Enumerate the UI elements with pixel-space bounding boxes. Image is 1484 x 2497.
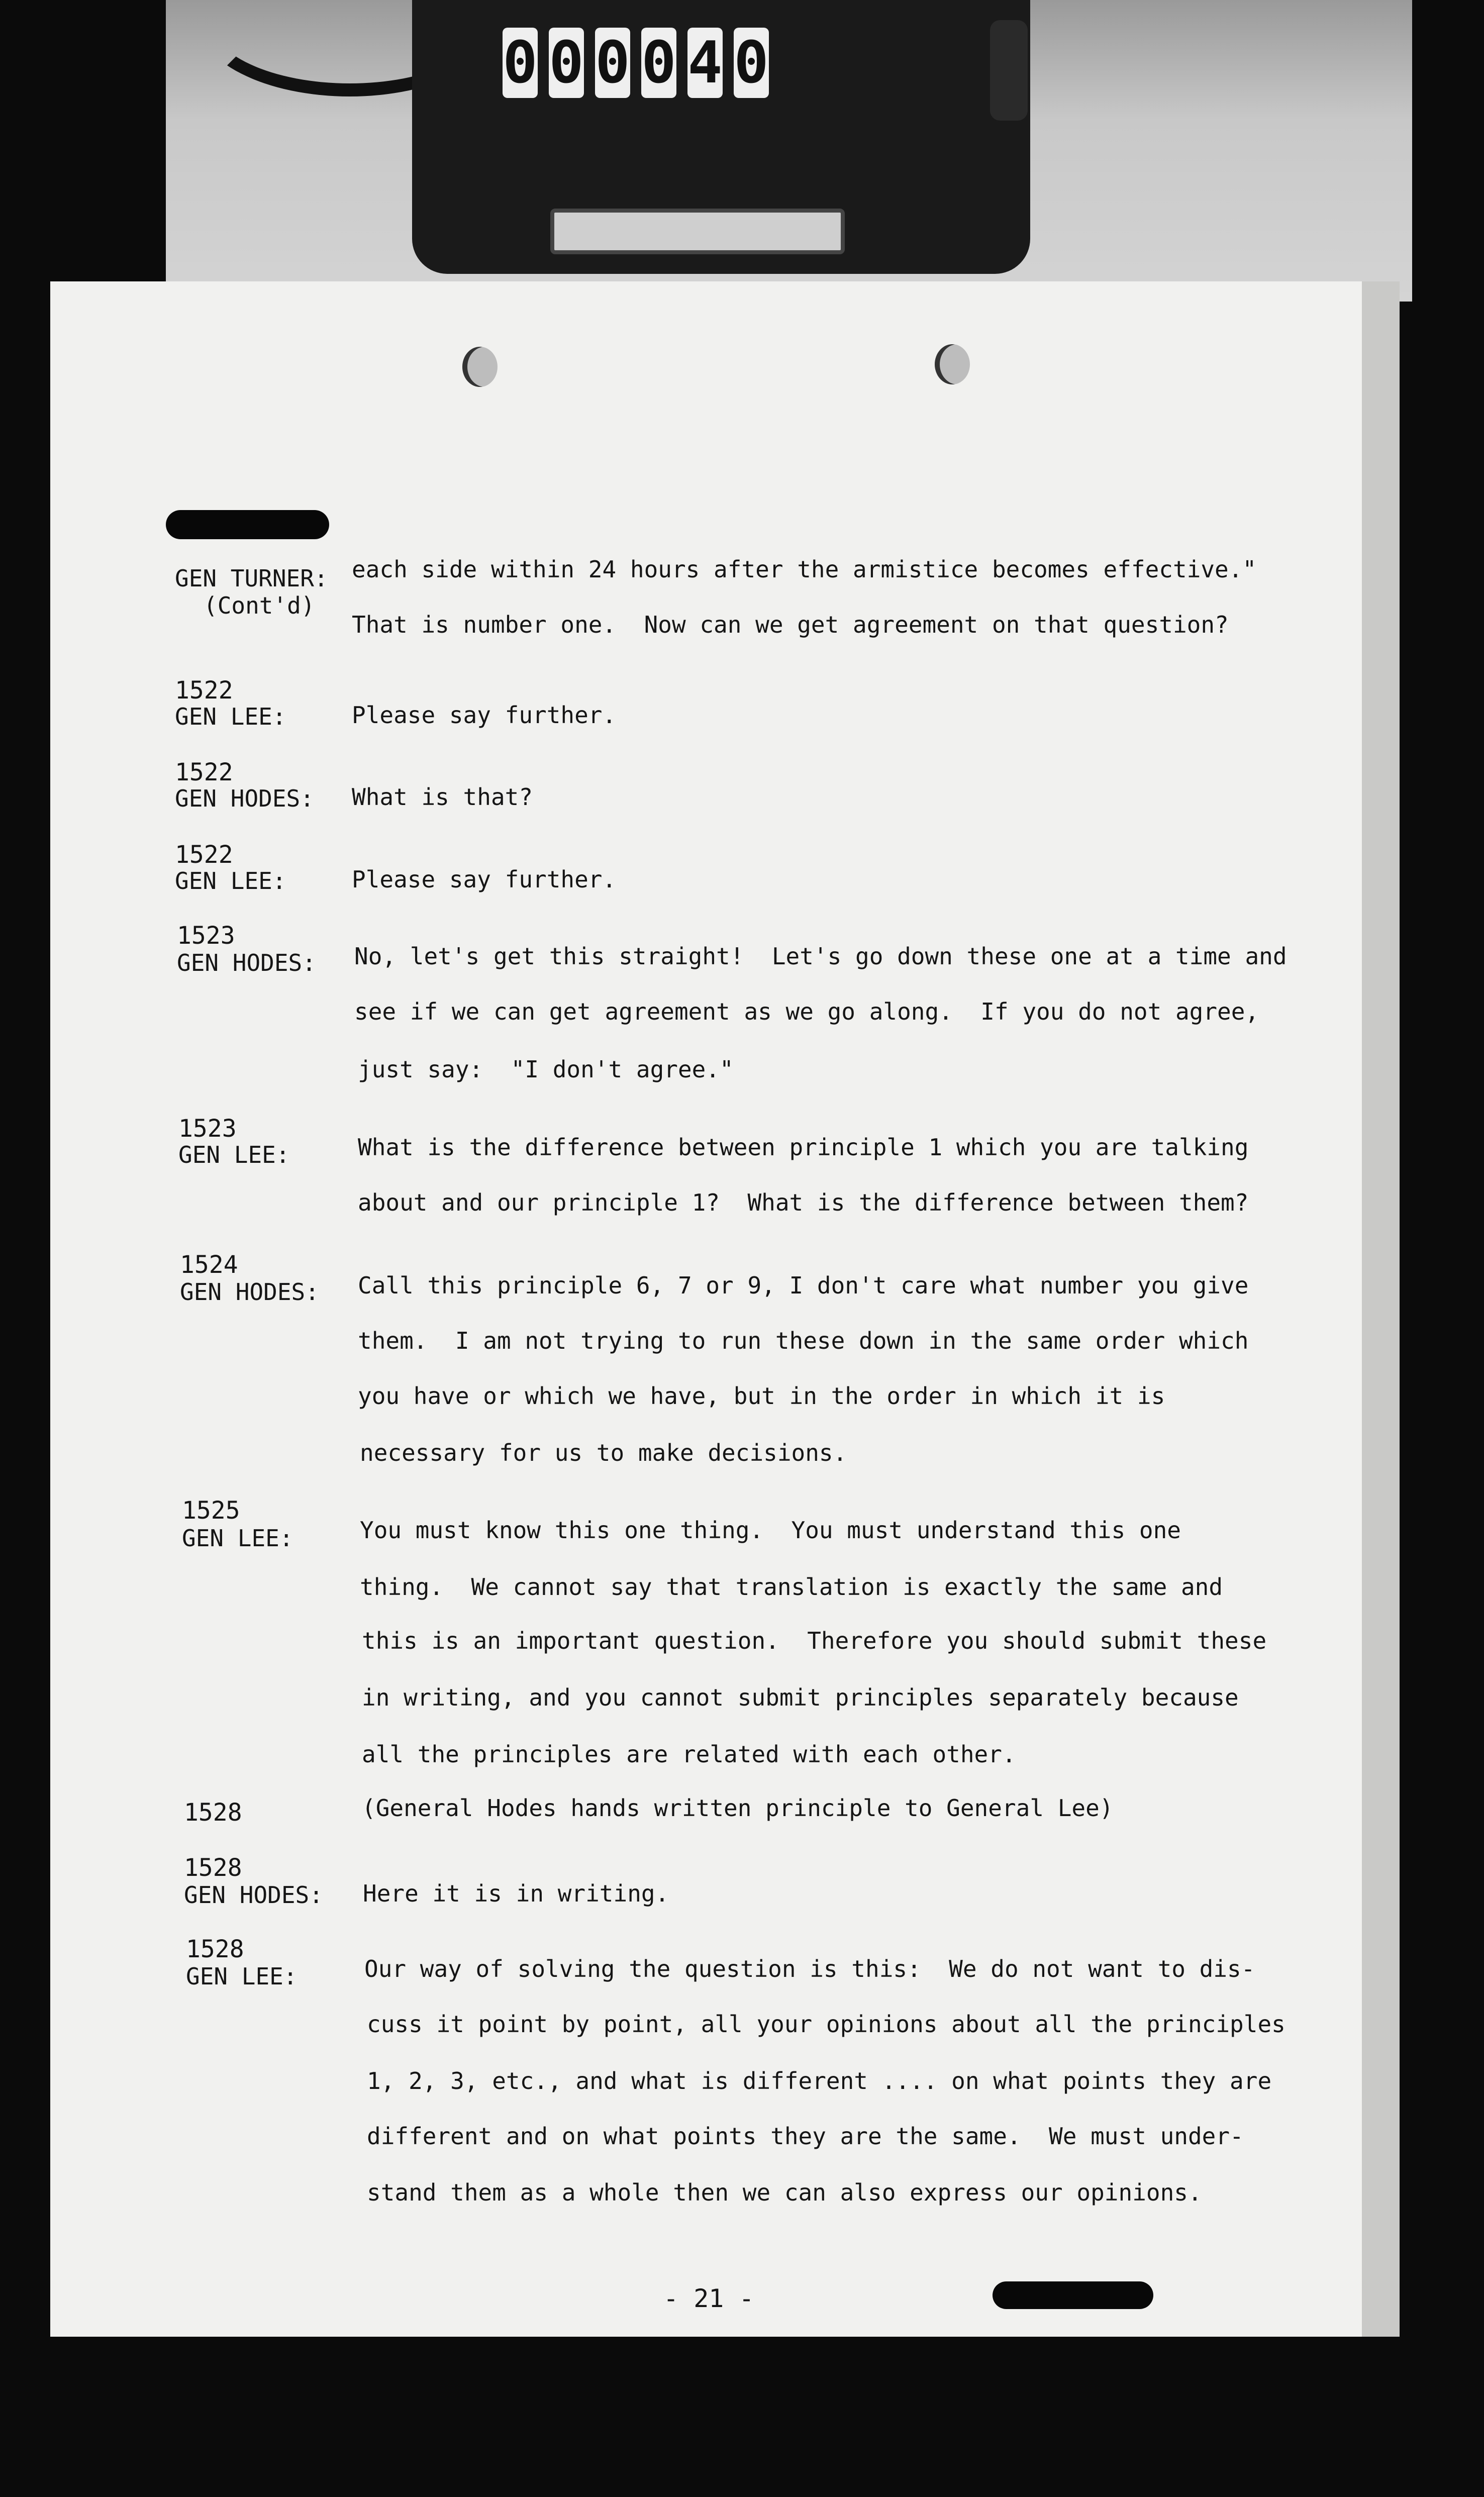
timestamp: 1528	[184, 1799, 242, 1827]
dialogue-line: That is number one. Now can we get agreement on that question?	[352, 611, 1229, 638]
counter-digit: 0	[503, 28, 538, 98]
punch-hole	[462, 347, 498, 387]
dialogue-line: Here it is in writing.	[363, 1880, 669, 1907]
timestamp: 1522	[175, 676, 233, 705]
timestamp: 1524	[180, 1251, 238, 1279]
speaker-label: GEN HODES:	[177, 949, 316, 976]
dialogue-line: Call this principle 6, 7 or 9, I don't care what number you give	[358, 1272, 1249, 1299]
counter-digit: 4	[687, 28, 723, 98]
speaker-label: GEN LEE:	[175, 703, 286, 730]
dialogue-line: necessary for us to make decisions.	[360, 1439, 847, 1466]
dialogue-line: stand them as a whole then we can also express our opinions.	[367, 2179, 1202, 2206]
page-edge	[1362, 281, 1400, 2337]
timestamp: 1528	[186, 1935, 244, 1963]
timestamp: 1522	[175, 841, 233, 869]
dialogue-line: What is the difference between principle 1 which you are talking	[358, 1134, 1249, 1161]
dialogue-line: What is that?	[352, 783, 533, 811]
dialogue-line: this is an important question. Therefore you should submit these	[362, 1627, 1267, 1654]
dialogue-line: cuss it point by point, all your opinions about all the principles	[367, 2011, 1285, 2038]
speaker-label: GEN TURNER:	[175, 565, 328, 592]
dialogue-line: You must know this one thing. You must understand this one	[360, 1517, 1181, 1544]
speaker-label: GEN LEE:	[178, 1141, 290, 1168]
dialogue-line: 1, 2, 3, etc., and what is different .... on what points they are	[367, 2067, 1272, 2094]
counter-nameplate	[550, 209, 845, 254]
timestamp: 1525	[182, 1496, 240, 1525]
speaker-label: GEN LEE:	[175, 867, 286, 894]
punch-hole	[935, 344, 970, 384]
dialogue-line: Our way of solving the question is this: We do not want to dis-	[364, 1955, 1255, 1982]
dialogue-line: about and our principle 1? What is the difference between them?	[358, 1189, 1249, 1216]
dialogue-line: different and on what points they are the same. We must under-	[367, 2123, 1244, 2150]
speaker-label: GEN HODES:	[184, 1881, 323, 1909]
speaker-label: GEN LEE:	[182, 1525, 293, 1552]
counter-digit: 0	[549, 28, 584, 98]
speaker-label: GEN LEE:	[186, 1963, 298, 1990]
speaker-note: (Cont'd)	[204, 592, 315, 619]
dialogue-line: Please say further.	[352, 702, 617, 729]
speaker-label: GEN HODES:	[175, 785, 314, 812]
dialogue-line: each side within 24 hours after the armistice becomes effective."	[352, 556, 1257, 583]
dialogue-line: No, let's get this straight! Let's go down these one at a time and	[354, 943, 1287, 970]
frame-counter-digits	[503, 28, 769, 98]
timestamp: 1523	[178, 1115, 237, 1143]
timestamp: 1523	[177, 922, 235, 950]
stage-direction: (General Hodes hands written principle to General Lee)	[362, 1794, 1114, 1822]
counter-digit: 0	[595, 28, 630, 98]
dialogue-line: all the principles are related with each other.	[362, 1741, 1016, 1768]
dialogue-line: see if we can get agreement as we go along. If you do not agree,	[354, 998, 1259, 1025]
dialogue-line: thing. We cannot say that translation is exactly the same and	[360, 1573, 1223, 1601]
counter-knob	[990, 20, 1028, 121]
dialogue-line: Please say further.	[352, 866, 617, 893]
redaction-mark	[166, 510, 329, 539]
counter-digit: 0	[641, 28, 676, 98]
timestamp: 1522	[175, 758, 233, 786]
counter-digit: 0	[734, 28, 769, 98]
dialogue-line: them. I am not trying to run these down in the same order which	[358, 1327, 1249, 1354]
speaker-label: GEN HODES:	[180, 1278, 319, 1306]
dialogue-line: just say: "I don't agree."	[358, 1056, 734, 1083]
timestamp: 1528	[184, 1854, 242, 1882]
page-number: - 21 -	[663, 2284, 754, 2313]
dialogue-line: you have or which we have, but in the order in which it is	[358, 1382, 1165, 1410]
redaction-mark	[993, 2281, 1153, 2309]
dialogue-line: in writing, and you cannot submit principles separately because	[362, 1684, 1239, 1711]
